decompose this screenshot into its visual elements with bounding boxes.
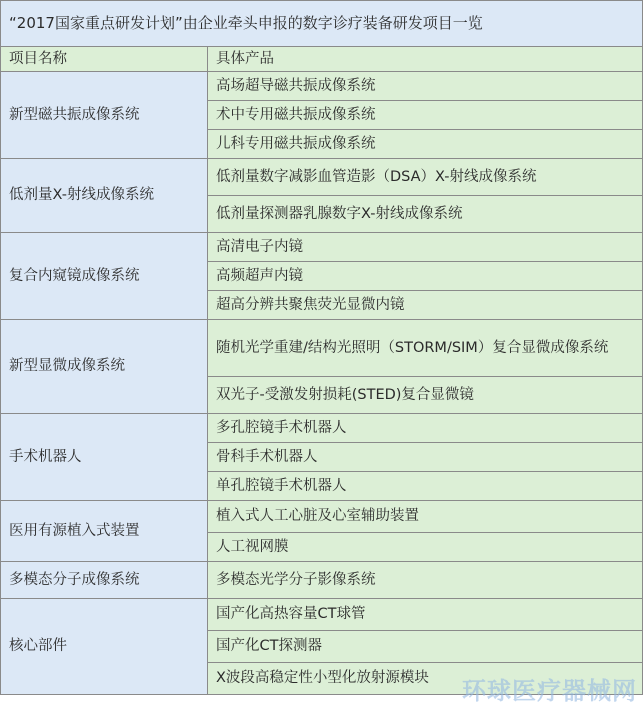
table-row [1,562,643,599]
product-cell: X波段高稳定性小型化放射源模块 [208,663,643,695]
product-cell: 单孔腔镜手术机器人 [208,472,643,501]
table-row [1,320,643,377]
header-project-name: 项目名称 [1,47,208,72]
product-cell: 人工视网膜 [208,533,643,562]
project-name-cell: 复合内窥镜成像系统 [1,233,208,320]
header-product: 具体产品 [208,47,643,72]
product-cell: 儿科专用磁共振成像系统 [208,130,643,159]
project-name-cell: 新型磁共振成像系统 [1,72,208,159]
project-name-cell: 手术机器人 [1,414,208,501]
site-watermark: 环球医疗器械网 [462,677,637,705]
product-cell: 低剂量数字减影血管造影（DSA）X-射线成像系统 [208,159,643,196]
header-row [1,47,643,72]
product-cell: 国产化CT探测器 [208,631,643,663]
project-name-cell: 多模态分子成像系统 [1,562,208,599]
product-cell: 国产化高热容量CT球管 [208,599,643,631]
product-cell: 高清电子内镜 [208,233,643,262]
project-name-cell: 核心部件 [1,599,208,695]
product-cell: 高场超导磁共振成像系统 [208,72,643,101]
table-row [1,414,643,443]
table-row [1,159,643,196]
project-name-cell: 医用有源植入式装置 [1,501,208,562]
table-row [1,501,643,533]
product-cell: 植入式人工心脏及心室辅助装置 [208,501,643,533]
product-cell: 超高分辨共聚焦荧光显微内镜 [208,291,643,320]
table-title: “2017国家重点研发计划”由企业牵头申报的数字诊疗装备研发项目一览 [1,1,643,47]
product-cell: 双光子-受激发射损耗(STED)复合显微镜 [208,377,643,414]
project-name-cell: 新型显微成像系统 [1,320,208,414]
table-row [1,233,643,262]
product-cell: 随机光学重建/结构光照明（STORM/SIM）复合显微成像系统 [208,320,643,377]
product-cell: 多模态光学分子影像系统 [208,562,643,599]
product-cell: 术中专用磁共振成像系统 [208,101,643,130]
product-cell: 骨科手术机器人 [208,443,643,472]
table-row [1,599,643,631]
title-row [1,1,643,47]
product-cell: 低剂量探测器乳腺数字X-射线成像系统 [208,196,643,233]
product-cell: 高频超声内镜 [208,262,643,291]
table-row [1,72,643,101]
project-name-cell: 低剂量X-射线成像系统 [1,159,208,233]
product-cell: 多孔腔镜手术机器人 [208,414,643,443]
